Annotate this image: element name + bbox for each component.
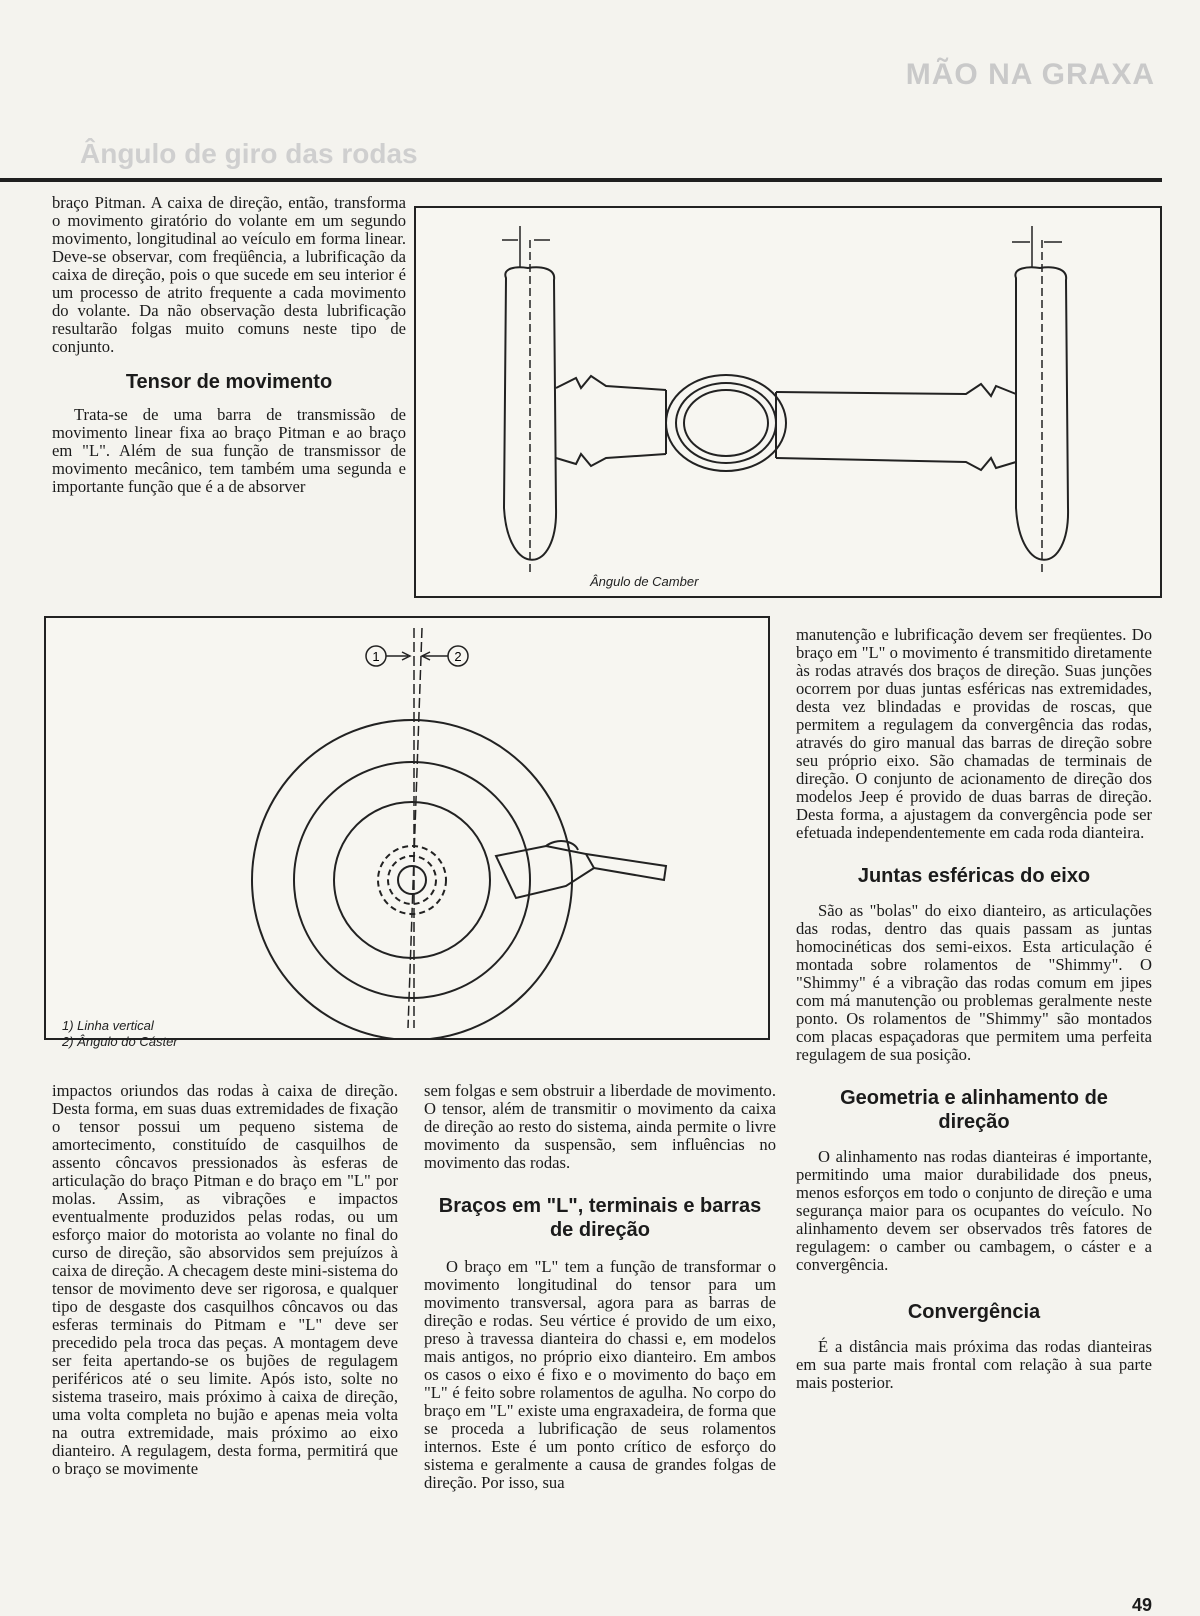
page-number: 49 bbox=[1131, 1595, 1152, 1615]
camber-diagram bbox=[416, 208, 1160, 596]
caster-caption-1: 1) Linha vertical bbox=[62, 1018, 154, 1033]
paragraph: O alinhamento nas rodas dianteiras é importante, permitindo uma maior durabilidade dos pneus, menos esforços em todo o conjunto de direção e uma segurança maior para os ocupantes do veículo. No alinhamento devem ser observados três fatores de regulagem: o camber ou cambagem, o cáster e a convergência. bbox=[796, 1147, 1152, 1274]
column-1-lower bbox=[52, 1082, 398, 1478]
ghost-header: MÃO NA GRAXA bbox=[905, 58, 1155, 91]
section-heading-bracos: Braços em "L", terminais e barras de direção bbox=[438, 1195, 762, 1241]
caster-caption-2: 2) Ângulo do Cáster bbox=[62, 1034, 178, 1049]
caster-label-2: 2 bbox=[454, 649, 462, 664]
section-heading-convergencia: Convergência bbox=[907, 1301, 1041, 1323]
section-heading-juntas: Juntas esféricas do eixo bbox=[857, 865, 1091, 887]
section-heading-tensor: Tensor de movimento bbox=[125, 371, 333, 393]
paragraph: Trata-se de uma barra de transmissão de movimento linear fixa ao braço Pitman e ao braço em "L". Além de sua função de transmissor de movimento mecânico, tem também uma segunda e importante função que é a de absorver bbox=[52, 405, 406, 496]
paragraph: sem folgas e sem obstruir a liberdade de movimento. O tensor, além de transmitir o movimento da caixa de direção ao resto do sistema, ainda permite o livre movimento da suspensão, sem influências no movimento das rodas. bbox=[424, 1081, 776, 1172]
column-2-lower bbox=[424, 1082, 776, 1492]
paragraph: É a distância mais próxima das rodas dianteiras em sua parte mais frontal com relação à sua parte mais posterior. bbox=[796, 1337, 1152, 1392]
paragraph: manutenção e lubrificação devem ser freqüentes. Do braço em "L" o movimento é transmitido diretamente às rodas através dos braços de direção. Suas junções ocorrem por duas juntas esféricas nas extremidades, desta vez blindadas e providas de roscas, que permitem a regulagem da convergência das rodas, através do giro manual das barras de direção sobre seu próprio eixo. São chamadas de terminais de direção. O conjunto de acionamento de direção dos modelos Jeep é provido de duas barras de direção. Desta forma, a ajustagem da convergência pode ser efetuada independentemente em cada roda dianteira. bbox=[796, 625, 1152, 842]
ghost-title: Ângulo de giro das rodas bbox=[80, 138, 418, 169]
caster-label-1: 1 bbox=[372, 649, 380, 664]
top-rule bbox=[0, 178, 1162, 182]
section-heading-geometria: Geometria e alinhamento de direção bbox=[840, 1087, 1108, 1133]
paragraph: São as "bolas" do eixo dianteiro, as articulações das rodas, dentro das quais passam as juntas homocinéticas dos semi-eixos. Esta articulação é montada sobre rolamentos de "Shimmy". O "Shimmy" é a vibração das rodas comum em jipes com má manutenção ou problemas geralmente neste ponto. Os rolamentos de "Shimmy" são montados com placas espaçadoras que permitem uma perfeita regulagem de sua posição. bbox=[796, 901, 1152, 1064]
column-1-upper bbox=[52, 194, 406, 496]
paragraph: impactos oriundos das rodas à caixa de direção. Desta forma, em suas duas extremidades de fixação o tensor possui um pequeno sistema de amortecimento, constituído de casquilhos de assento côncavos pressionados às esferas de articulação do braço Pitman e do braço em "L" por molas. Assim, as vibrações e impactos eventualmente produzidos pelas rodas, ou um esforço maior do motorista ao volante no final do curso de direção, são absorvidos sem prejuízos à caixa de direção. A checagem deste mini-sistema do tensor de movimento deve ser rigorosa, e qualquer tipo de desgaste dos casquilhos côncavos ou das esferas terminais do Pitmam e "L" deve ser precedido pela troca das peças. A montagem deve ser feita apertando-se os bujões de regulagem periféricos até o seu limite. Após isto, solte no sistema traseiro, mais próximo à caixa de direção, uma volta completa no bujão e apenas meia volta na outra extremidade, mais próximo ao eixo dianteiro. A regulagem, desta forma, permitirá que o braço se movimente bbox=[52, 1081, 398, 1478]
paragraph: braço Pitman. A caixa de direção, então, transforma o movimento giratório do volante em um segundo movimento, longitudinal ao veículo em forma linear. Deve-se observar, com freqüência, a lubrificação da caixa de direção, pois o que sucede em seu interior é um processo de atrito frequente a cada movimento do volante. Da não observação desta lubrificação resultarão folgas muito comuns neste tipo de conjunto. bbox=[52, 193, 406, 356]
column-3 bbox=[796, 626, 1152, 1392]
paragraph: O braço em "L" tem a função de transformar o movimento longitudinal do tensor para um movimento transversal, agora para as barras de direção e rodas. Seu vértice é provido de um eixo, preso à travessa dianteira do chassi e, em modelos mais antigos, no próprio eixo dianteiro. Em ambos os casos o eixo é fixo e o movimento do baço em "L" é feito sobre rolamentos de agulha. No corpo do braço em "L" existe uma engraxadeira, de forma que se proceda a lubrificação de seus rolamentos internos. Este é um ponto crítico de esforço do sistema e geralmente a causa de grandes folgas de direção. Por isso, sua bbox=[424, 1257, 776, 1492]
camber-figure bbox=[414, 206, 1162, 598]
caster-figure bbox=[44, 616, 770, 1040]
caster-diagram bbox=[46, 618, 768, 1038]
camber-caption: Ângulo de Camber bbox=[590, 574, 699, 589]
